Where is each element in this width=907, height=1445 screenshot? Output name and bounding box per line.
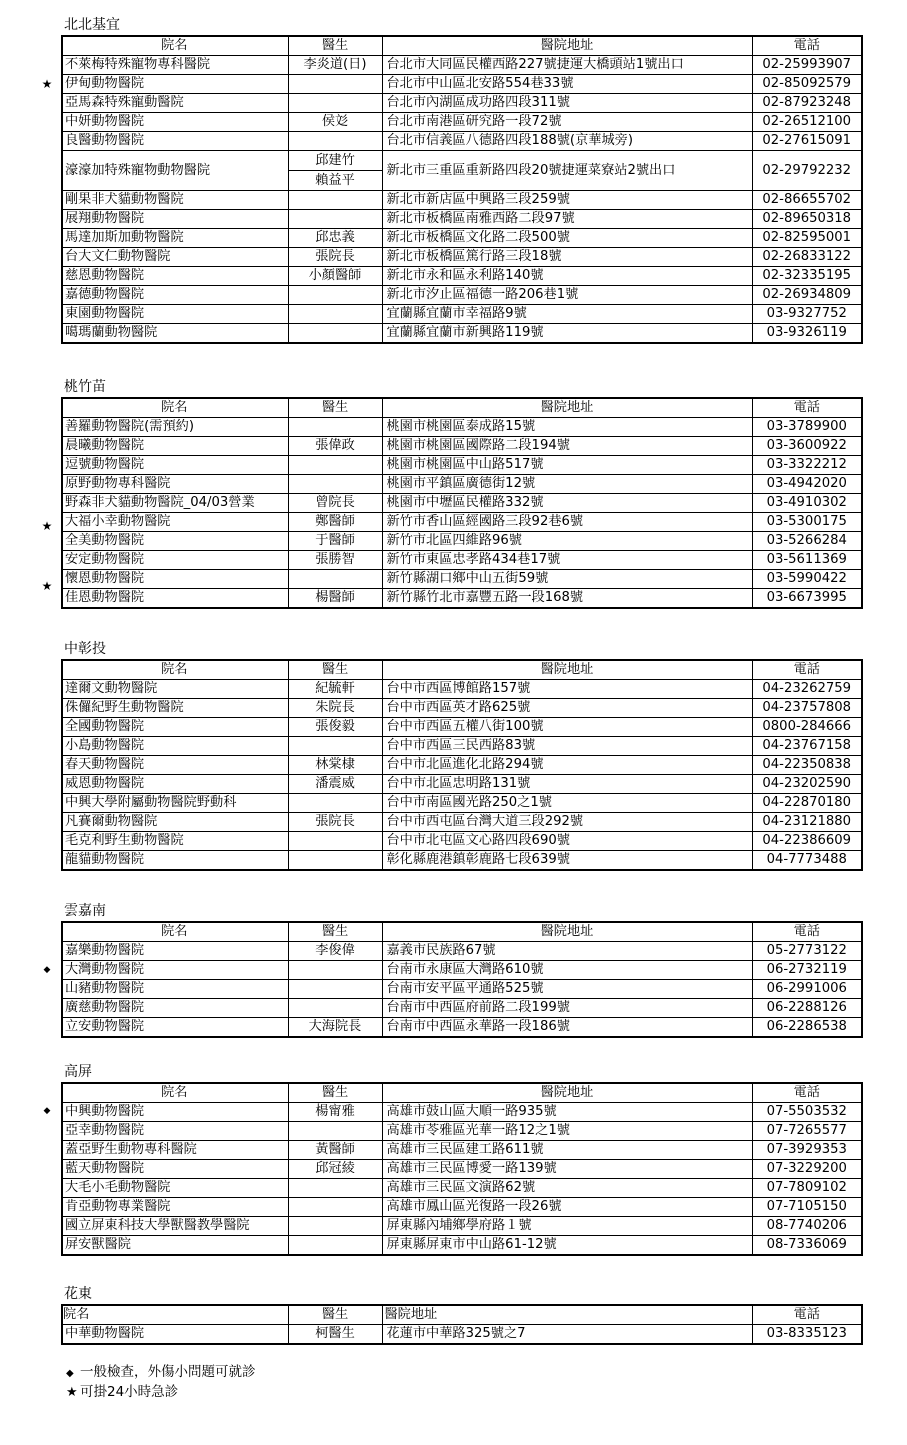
table-row <box>62 248 862 267</box>
doctor-name: 張偉政 <box>288 437 382 456</box>
table-row <box>62 718 862 737</box>
phone-number: 07-5503532 <box>752 1103 862 1122</box>
doctor-name <box>288 832 382 851</box>
doctor-name <box>288 475 382 494</box>
hospital-name: 威恩動物醫院 <box>62 775 288 794</box>
hospital-name: 大福小幸動物醫院 <box>62 513 288 532</box>
table-row <box>62 551 862 570</box>
doctor-name: 張勝智 <box>288 551 382 570</box>
hospital-name: 全美動物醫院 <box>62 532 288 551</box>
doctor-name <box>288 191 382 210</box>
hospital-address: 新竹市東區忠孝路434巷17號 <box>382 551 752 570</box>
hospital-name: 懷恩動物醫院 <box>62 570 288 589</box>
hospital-address: 台中市西區博館路157號 <box>382 680 752 699</box>
hospital-name: 大毛小毛動物醫院 <box>62 1179 288 1198</box>
hospital-name: 台大文仁動物醫院 <box>62 248 288 267</box>
hospital-name: 肯亞動物專業醫院 <box>62 1198 288 1217</box>
doctor-name <box>288 794 382 813</box>
hospital-address: 台北市中山區北安路554巷33號 <box>382 75 752 94</box>
doctor-name: 小顏醫師 <box>288 267 382 286</box>
legend-item <box>66 1383 178 1402</box>
legend-item <box>66 1363 256 1383</box>
phone-number: 02-29792232 <box>752 151 862 191</box>
doctor-name <box>288 456 382 475</box>
hospital-name: 春天動物醫院 <box>62 756 288 775</box>
doctor-name <box>288 980 382 999</box>
doctor-name <box>288 1236 382 1256</box>
hospital-name: 亞馬森特殊寵動醫院 <box>62 94 288 113</box>
doctor-name <box>288 75 382 94</box>
hospital-address: 彰化縣鹿港鎮彰鹿路七段639號 <box>382 851 752 871</box>
phone-number: 07-3229200 <box>752 1160 862 1179</box>
doctor-name <box>288 324 382 344</box>
hospital-address: 台南市中西區永華路一段186號 <box>382 1018 752 1038</box>
doctor-name: 邱忠義 <box>288 229 382 248</box>
hospital-table <box>61 397 863 609</box>
phone-number: 07-3929353 <box>752 1141 862 1160</box>
hospital-address: 新竹縣湖口鄉中山五街59號 <box>382 570 752 589</box>
region-title: 中彰投 <box>64 641 106 657</box>
hospital-name: 野森非犬貓動物醫院_04/03營業 <box>62 494 288 513</box>
hospital-address: 新竹市北區四維路96號 <box>382 532 752 551</box>
doctor-name: 黃醫師 <box>288 1141 382 1160</box>
hospital-table <box>61 1082 863 1256</box>
header-phone: 電話 <box>752 1305 862 1325</box>
doctor-name: 張院長 <box>288 813 382 832</box>
region-title: 北北基宜 <box>64 17 120 33</box>
phone-number: 03-9327752 <box>752 305 862 324</box>
phone-number: 03-5990422 <box>752 570 862 589</box>
hospital-table <box>61 659 863 871</box>
table-row <box>62 1325 862 1345</box>
legend-text: 可掛24小時急診 <box>80 1384 179 1400</box>
doctor-name: 鄭醫師 <box>288 513 382 532</box>
table-row <box>62 589 862 609</box>
phone-number: 03-5611369 <box>752 551 862 570</box>
hospital-name: 國立屏東科技大學獸醫教學醫院 <box>62 1217 288 1236</box>
hospital-address: 高雄市三民區建工路611號 <box>382 1141 752 1160</box>
hospital-address: 台北市南港區研究路一段72號 <box>382 113 752 132</box>
header-phone: 電話 <box>752 922 862 942</box>
phone-number: 02-87923248 <box>752 94 862 113</box>
hospital-name: 蓋亞野生動物專科醫院 <box>62 1141 288 1160</box>
hospital-address: 花蓮市中華路325號之7 <box>382 1325 752 1345</box>
hospital-address: 新北市板橋區南雅西路二段97號 <box>382 210 752 229</box>
hospital-address: 台中市南區國光路250之1號 <box>382 794 752 813</box>
doctor-name: 楊甯雅 <box>288 1103 382 1122</box>
hospital-address: 新北市永和區永利路140號 <box>382 267 752 286</box>
header-address: 醫院地址 <box>382 922 752 942</box>
star-icon: ★ <box>41 77 53 91</box>
phone-number: 03-3322212 <box>752 456 862 475</box>
table-row <box>62 1103 862 1122</box>
header-doctor: 醫生 <box>288 1305 382 1325</box>
phone-number: 02-89650318 <box>752 210 862 229</box>
doctor-name <box>288 94 382 113</box>
phone-number: 06-2286538 <box>752 1018 862 1038</box>
table-row <box>62 570 862 589</box>
hospital-name: 噶瑪蘭動物醫院 <box>62 324 288 344</box>
table-row <box>62 1141 862 1160</box>
table-row <box>62 532 862 551</box>
table-row <box>62 94 862 113</box>
phone-number: 04-7773488 <box>752 851 862 871</box>
table-row <box>62 1217 862 1236</box>
table-header-row <box>62 398 862 418</box>
doctor-name: 張俊毅 <box>288 718 382 737</box>
phone-number: 05-2773122 <box>752 942 862 961</box>
table-row <box>62 324 862 344</box>
doctor-name: 林棠棣 <box>288 756 382 775</box>
phone-number: 03-3600922 <box>752 437 862 456</box>
hospital-name: 中妍動物醫院 <box>62 113 288 132</box>
table-header-row <box>62 36 862 56</box>
table-row <box>62 813 862 832</box>
hospital-name: 中華動物醫院 <box>62 1325 288 1345</box>
doctor-name <box>288 1198 382 1217</box>
table-row <box>62 794 862 813</box>
hospital-address: 台北市信義區八德路四段188號(京華城旁) <box>382 132 752 151</box>
phone-number: 04-22870180 <box>752 794 862 813</box>
hospital-address: 宜蘭縣宜蘭市幸福路9號 <box>382 305 752 324</box>
phone-number: 02-85092579 <box>752 75 862 94</box>
table-row <box>62 267 862 286</box>
hospital-address: 台南市安平區平通路525號 <box>382 980 752 999</box>
table-header-row <box>62 922 862 942</box>
phone-number: 04-22350838 <box>752 756 862 775</box>
phone-number: 06-2732119 <box>752 961 862 980</box>
hospital-address: 屏東縣屏東市中山路61-12號 <box>382 1236 752 1256</box>
hospital-name: 大灣動物醫院 <box>62 961 288 980</box>
header-doctor: 醫生 <box>288 398 382 418</box>
hospital-name: 佳恩動物醫院 <box>62 589 288 609</box>
phone-number: 03-9326119 <box>752 324 862 344</box>
table-header-row <box>62 1305 862 1325</box>
table-row <box>62 210 862 229</box>
table-row <box>62 999 862 1018</box>
hospital-table <box>61 921 863 1038</box>
hospital-address: 高雄市三民區文演路62號 <box>382 1179 752 1198</box>
table-row <box>62 475 862 494</box>
header-address: 醫院地址 <box>382 1083 752 1103</box>
table-row <box>62 851 862 871</box>
hospital-address: 台中市西區五權八街100號 <box>382 718 752 737</box>
phone-number: 02-26833122 <box>752 248 862 267</box>
table-row <box>62 737 862 756</box>
phone-number: 07-7105150 <box>752 1198 862 1217</box>
hospital-name: 良醫動物醫院 <box>62 132 288 151</box>
hospital-name: 山豬動物醫院 <box>62 980 288 999</box>
hospital-name: 亞幸動物醫院 <box>62 1122 288 1141</box>
doctor-name: 朱院長 <box>288 699 382 718</box>
doctor-name <box>288 851 382 871</box>
phone-number: 02-26512100 <box>752 113 862 132</box>
phone-number: 02-25993907 <box>752 56 862 75</box>
hospital-address: 台中市北區忠明路131號 <box>382 775 752 794</box>
hospital-address: 新北市汐止區福德一路206巷1號 <box>382 286 752 305</box>
header-doctor: 醫生 <box>288 1083 382 1103</box>
hospital-address: 新北市新店區中興路三段259號 <box>382 191 752 210</box>
phone-number: 04-23202590 <box>752 775 862 794</box>
table-row <box>62 1198 862 1217</box>
hospital-name: 中興動物醫院 <box>62 1103 288 1122</box>
doctor-name: 邱冠綾 <box>288 1160 382 1179</box>
phone-number: 03-3789900 <box>752 418 862 437</box>
table-row <box>62 437 862 456</box>
header-name: 院名 <box>62 398 288 418</box>
doctor-name: 大海院長 <box>288 1018 382 1038</box>
doctor-name <box>288 210 382 229</box>
hospital-name: 伊甸動物醫院 <box>62 75 288 94</box>
phone-number: 03-6673995 <box>752 589 862 609</box>
hospital-name: 中興大學附屬動物醫院野動科 <box>62 794 288 813</box>
hospital-name: 不萊梅特殊寵物專科醫院 <box>62 56 288 75</box>
hospital-address: 台中市西區三民西路83號 <box>382 737 752 756</box>
table-row <box>62 56 862 75</box>
doctor-name: 潘震威 <box>288 775 382 794</box>
hospital-address: 台南市永康區大灣路610號 <box>382 961 752 980</box>
phone-number: 06-2991006 <box>752 980 862 999</box>
hospital-name: 龍貓動物醫院 <box>62 851 288 871</box>
hospital-name: 侏儸紀野生動物醫院 <box>62 699 288 718</box>
table-row <box>62 961 862 980</box>
doctor-name <box>288 286 382 305</box>
table-row <box>62 132 862 151</box>
hospital-address: 新北市板橋區文化路二段500號 <box>382 229 752 248</box>
doctor-name: 紀毓軒 <box>288 680 382 699</box>
legend-text: 一般檢查，外傷小問題可就診 <box>80 1364 256 1380</box>
region-title: 雲嘉南 <box>64 903 106 919</box>
phone-number: 0800-284666 <box>752 718 862 737</box>
region-title: 高屏 <box>64 1064 92 1080</box>
hospital-name: 達爾文動物醫院 <box>62 680 288 699</box>
hospital-address: 台中市北區進化北路294號 <box>382 756 752 775</box>
phone-number: 06-2288126 <box>752 999 862 1018</box>
table-row <box>62 775 862 794</box>
doctor-cell <box>288 151 382 191</box>
header-address: 醫院地址 <box>382 36 752 56</box>
star-icon: ★ <box>66 1385 78 1400</box>
diamond-icon: ◆ <box>66 1368 74 1379</box>
doctor-name <box>288 961 382 980</box>
phone-number: 03-4910302 <box>752 494 862 513</box>
header-address: 醫院地址 <box>382 660 752 680</box>
hospital-name: 逗號動物醫院 <box>62 456 288 475</box>
hospital-address: 台南市中西區府前路二段199號 <box>382 999 752 1018</box>
hospital-address: 桃園市桃園區中山路517號 <box>382 456 752 475</box>
phone-number: 07-7265577 <box>752 1122 862 1141</box>
doctor-name: 張院長 <box>288 248 382 267</box>
hospital-address: 新北市三重區重新路四段20號捷運菜寮站2號出口 <box>382 151 752 191</box>
header-phone: 電話 <box>752 660 862 680</box>
doctor-name: 于醫師 <box>288 532 382 551</box>
header-phone: 電話 <box>752 1083 862 1103</box>
star-icon: ★ <box>41 579 53 593</box>
phone-number: 04-23767158 <box>752 737 862 756</box>
hospital-name: 小島動物醫院 <box>62 737 288 756</box>
phone-number: 03-4942020 <box>752 475 862 494</box>
phone-number: 02-26934809 <box>752 286 862 305</box>
phone-number: 04-23262759 <box>752 680 862 699</box>
phone-number: 07-7809102 <box>752 1179 862 1198</box>
hospital-table <box>61 35 863 344</box>
hospital-address: 新竹市香山區經國路三段92巷6號 <box>382 513 752 532</box>
hospital-name: 原野動物專科醫院 <box>62 475 288 494</box>
diamond-icon: ◆ <box>43 1106 51 1116</box>
hospital-name: 凡賽爾動物醫院 <box>62 813 288 832</box>
hospital-name: 剛果非犬貓動物醫院 <box>62 191 288 210</box>
hospital-address: 新北市板橋區篤行路三段18號 <box>382 248 752 267</box>
table-row <box>62 513 862 532</box>
doctor-name <box>288 1217 382 1236</box>
hospital-address: 台中市西屯區台灣大道三段292號 <box>382 813 752 832</box>
header-address: 醫院地址 <box>382 1305 752 1325</box>
doctor-name-2: 賴益平 <box>315 173 355 188</box>
doctor-name: 邱建竹 <box>289 151 382 171</box>
hospital-name: 屏安獸醫院 <box>62 1236 288 1256</box>
table-row <box>62 191 862 210</box>
table-row <box>62 756 862 775</box>
hospital-address: 高雄市三民區博愛一路139號 <box>382 1160 752 1179</box>
hospital-name: 善羅動物醫院(需預約) <box>62 418 288 437</box>
doctor-name <box>288 570 382 589</box>
table-header-row <box>62 1083 862 1103</box>
table-row <box>62 418 862 437</box>
table-row <box>62 1179 862 1198</box>
hospital-address: 台中市西區英才路625號 <box>382 699 752 718</box>
table-row <box>62 456 862 475</box>
table-row <box>62 75 862 94</box>
table-row <box>62 1160 862 1179</box>
table-row <box>62 113 862 132</box>
header-doctor: 醫生 <box>288 660 382 680</box>
hospital-address: 新竹縣竹北市嘉豐五路一段168號 <box>382 589 752 609</box>
doctor-name <box>288 132 382 151</box>
hospital-address: 台北市內湖區成功路四段311號 <box>382 94 752 113</box>
table-header-row <box>62 660 862 680</box>
hospital-name: 安定動物醫院 <box>62 551 288 570</box>
phone-number: 08-7740206 <box>752 1217 862 1236</box>
hospital-name: 立安動物醫院 <box>62 1018 288 1038</box>
header-phone: 電話 <box>752 36 862 56</box>
hospital-table <box>61 1304 863 1345</box>
region-title: 桃竹苗 <box>64 379 106 395</box>
hospital-address: 高雄市鳳山區光復路一段26號 <box>382 1198 752 1217</box>
hospital-name: 嘉德動物醫院 <box>62 286 288 305</box>
phone-number: 02-27615091 <box>752 132 862 151</box>
hospital-address: 桃園市中壢區民權路332號 <box>382 494 752 513</box>
phone-number: 03-5266284 <box>752 532 862 551</box>
table-row <box>62 229 862 248</box>
hospital-name: 展翔動物醫院 <box>62 210 288 229</box>
table-row <box>62 1018 862 1038</box>
phone-number: 04-23757808 <box>752 699 862 718</box>
hospital-address: 嘉義市民族路67號 <box>382 942 752 961</box>
doctor-name <box>288 1179 382 1198</box>
doctor-name <box>288 418 382 437</box>
doctor-name: 楊醫師 <box>288 589 382 609</box>
hospital-name: 東園動物醫院 <box>62 305 288 324</box>
hospital-name: 馬達加斯加動物醫院 <box>62 229 288 248</box>
header-name: 院名 <box>62 922 288 942</box>
phone-number: 03-5300175 <box>752 513 862 532</box>
phone-number: 04-23121880 <box>752 813 862 832</box>
doctor-name <box>288 305 382 324</box>
table-row <box>62 680 862 699</box>
table-row <box>62 305 862 324</box>
doctor-name: 侯彣 <box>288 113 382 132</box>
hospital-address: 台北市大同區民權西路227號捷運大橋頭站1號出口 <box>382 56 752 75</box>
star-icon: ★ <box>41 519 53 533</box>
hospital-name: 毛克利野生動物醫院 <box>62 832 288 851</box>
header-name: 院名 <box>62 36 288 56</box>
table-row <box>62 699 862 718</box>
header-name: 院名 <box>62 1083 288 1103</box>
hospital-name: 全國動物醫院 <box>62 718 288 737</box>
table-row <box>62 980 862 999</box>
hospital-address: 高雄市鼓山區大順一路935號 <box>382 1103 752 1122</box>
diamond-icon: ◆ <box>43 965 51 975</box>
table-row <box>62 151 862 191</box>
phone-number: 02-86655702 <box>752 191 862 210</box>
hospital-name: 廣慈動物醫院 <box>62 999 288 1018</box>
doctor-name: 曾院長 <box>288 494 382 513</box>
table-row <box>62 832 862 851</box>
hospital-address: 台中市北屯區文心路四段690號 <box>382 832 752 851</box>
phone-number: 03-8335123 <box>752 1325 862 1345</box>
doctor-name <box>288 737 382 756</box>
doctor-name <box>288 999 382 1018</box>
hospital-name: 藍天動物醫院 <box>62 1160 288 1179</box>
header-doctor: 醫生 <box>288 922 382 942</box>
table-row <box>62 286 862 305</box>
hospital-address: 桃園市桃園區國際路二段194號 <box>382 437 752 456</box>
hospital-address: 宜蘭縣宜蘭市新興路119號 <box>382 324 752 344</box>
header-name: 院名 <box>62 660 288 680</box>
doctor-name: 柯醫生 <box>288 1325 382 1345</box>
doctor-name: 李俊偉 <box>288 942 382 961</box>
doctor-name <box>288 1122 382 1141</box>
hospital-name: 濠濠加特殊寵物動物醫院 <box>62 151 288 191</box>
header-doctor: 醫生 <box>288 36 382 56</box>
table-row <box>62 1122 862 1141</box>
header-address: 醫院地址 <box>382 398 752 418</box>
region-title: 花東 <box>64 1286 92 1302</box>
table-row <box>62 494 862 513</box>
hospital-address: 屏東縣內埔鄉學府路１號 <box>382 1217 752 1236</box>
table-row <box>62 1236 862 1256</box>
doctor-name: 李炎道(日) <box>288 56 382 75</box>
hospital-address: 桃園市桃園區泰成路15號 <box>382 418 752 437</box>
hospital-address: 桃園市平鎮區廣德街12號 <box>382 475 752 494</box>
header-phone: 電話 <box>752 398 862 418</box>
hospital-name: 嘉樂動物醫院 <box>62 942 288 961</box>
header-name: 院名 <box>62 1305 288 1325</box>
phone-number: 08-7336069 <box>752 1236 862 1256</box>
hospital-name: 慈恩動物醫院 <box>62 267 288 286</box>
hospital-name: 晨曦動物醫院 <box>62 437 288 456</box>
phone-number: 02-82595001 <box>752 229 862 248</box>
phone-number: 02-32335195 <box>752 267 862 286</box>
phone-number: 04-22386609 <box>752 832 862 851</box>
hospital-address: 高雄市苓雅區光華一路12之1號 <box>382 1122 752 1141</box>
table-row <box>62 942 862 961</box>
